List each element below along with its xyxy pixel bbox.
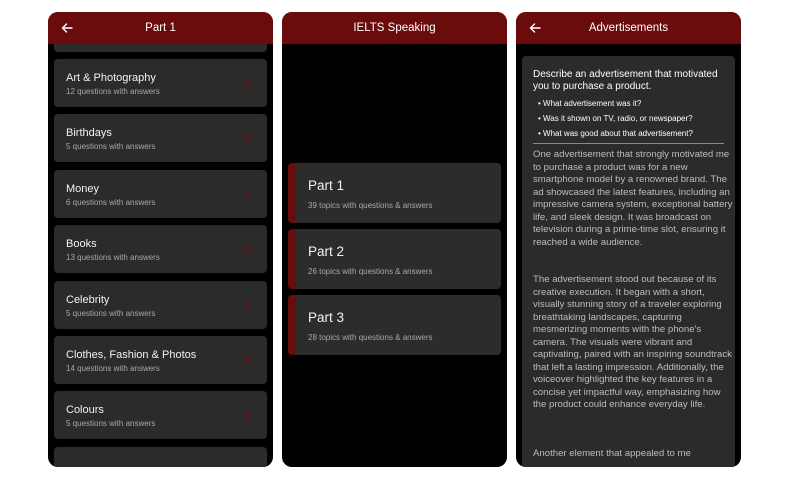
part-subtitle: 39 topics with questions & answers — [308, 201, 433, 210]
accent-stripe — [288, 295, 296, 355]
list-item[interactable] — [54, 225, 267, 273]
chevron-right-icon — [243, 133, 253, 143]
phone-screen-advertisements — [516, 12, 741, 467]
topic-list[interactable] — [48, 44, 273, 467]
item-title: Art & Photography — [66, 72, 156, 84]
item-subtitle: 5 questions with answers — [66, 419, 156, 428]
phone-screen-part1 — [48, 12, 273, 467]
list-item[interactable] — [54, 391, 267, 439]
answer-paragraph: One advertisement that strongly motivated me to purchase a product was for a new smartphone model by a renowned brand. The ad showcased the latest features, including an impressive camera system, exceptional battery life, and sleek design. It was broadcast on television during a prime-time slot, ensuring it reached a wide audience. — [533, 149, 733, 248]
item-title: Colours — [66, 404, 104, 416]
arrow-left-icon — [529, 22, 541, 34]
chevron-right-icon — [243, 244, 253, 254]
part-card-2[interactable] — [288, 229, 501, 289]
arrow-left-icon — [61, 22, 73, 34]
cue-bullet: • What advertisement was it? — [538, 99, 642, 108]
list-item-partial[interactable] — [54, 447, 267, 467]
item-title: Birthdays — [66, 127, 112, 139]
cue-card-question: Describe an advertisement that motivated you to purchase a product. — [533, 69, 718, 92]
page-title: Part 1 — [145, 22, 176, 34]
part-card-3[interactable] — [288, 295, 501, 355]
item-title: Books — [66, 238, 97, 250]
list-item[interactable] — [54, 281, 267, 329]
app-bar — [516, 12, 741, 44]
part-subtitle: 28 topics with questions & answers — [308, 333, 433, 342]
item-subtitle: 5 questions with answers — [66, 309, 156, 318]
part-title: Part 1 — [308, 178, 345, 193]
app-bar — [48, 12, 273, 44]
page-title: IELTS Speaking — [353, 22, 436, 34]
answer-paragraph: The advertisement stood out because of its creative execution. It began with a short, visually stunning story of a traveler exploring breathtaking landscapes, capturing mesmerizing moments with the phone's camera. The visuals were vibrant and captivating, paired with an inspiring soundtrack that left a lasting impression. Additionally, the voiceover highlighted the key features in a concise yet impactful way, emphasizing how the product could enhance everyday life. — [533, 274, 732, 411]
chevron-right-icon — [243, 300, 253, 310]
item-subtitle: 14 questions with answers — [66, 364, 160, 373]
part-card-1[interactable] — [288, 163, 501, 223]
accent-stripe — [288, 163, 296, 223]
list-item[interactable] — [54, 114, 267, 162]
list-item-partial[interactable] — [54, 44, 267, 52]
chevron-right-icon — [243, 355, 253, 365]
back-button[interactable] — [56, 17, 78, 39]
item-subtitle: 12 questions with answers — [66, 87, 160, 96]
item-subtitle: 5 questions with answers — [66, 142, 156, 151]
chevron-right-icon — [243, 410, 253, 420]
item-title: Money — [66, 183, 100, 195]
item-subtitle: 13 questions with answers — [66, 253, 160, 262]
cue-bullet: • Was it shown on TV, radio, or newspaper? — [538, 114, 693, 123]
accent-stripe — [288, 229, 296, 289]
chevron-right-icon — [243, 78, 253, 88]
part-subtitle: 26 topics with questions & answers — [308, 267, 433, 276]
back-button[interactable] — [524, 17, 546, 39]
list-item[interactable] — [54, 59, 267, 107]
cue-bullet: • What was good about that advertisement? — [538, 129, 693, 138]
part-title: Part 2 — [308, 244, 345, 259]
answer-paragraph: Another element that appealed to me — [533, 448, 691, 459]
item-subtitle: 6 questions with answers — [66, 198, 156, 207]
phone-screen-ielts-speaking — [282, 12, 507, 467]
app-bar — [282, 12, 507, 44]
item-title: Clothes, Fashion & Photos — [66, 349, 197, 361]
item-title: Celebrity — [66, 294, 110, 306]
part-title: Part 3 — [308, 310, 345, 325]
answer-card[interactable] — [522, 56, 735, 467]
divider — [533, 143, 724, 144]
list-item[interactable] — [54, 336, 267, 384]
chevron-right-icon — [243, 189, 253, 199]
list-item[interactable] — [54, 170, 267, 218]
page-title: Advertisements — [588, 22, 669, 34]
